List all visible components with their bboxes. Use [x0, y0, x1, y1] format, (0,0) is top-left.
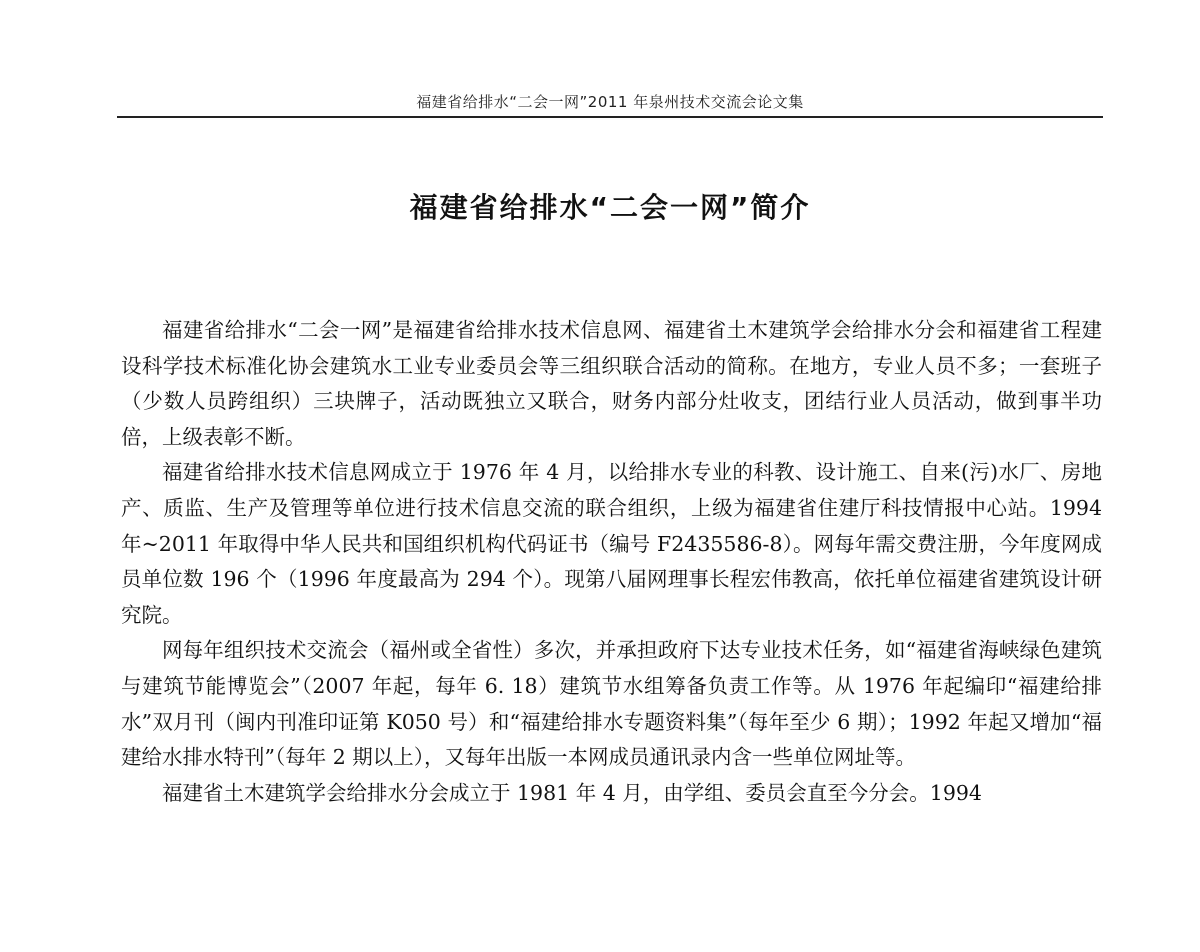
running-header: 福建省给排水“二会一网”2011 年泉州技术交流会论文集 [416, 93, 804, 111]
article-title: 福建省给排水“二会一网”简介 [409, 191, 811, 224]
paragraph-info-network: 福建省给排水技术信息网成立于 1976 年 4 月，以给排水专业的科教、设计施工、自来(污)水厂、房地产、质监、生产及管理等单位进行技术信息交流的联合组织，上级为福建省住建厅科技情报中心站。1994 年~2011 年取得中华人民共和国组织机构代码证书（编号 F2435586-8）。网每年需交费注册，今年度网成员单位数 196 个（1996 年度最高为 294 个）。现第八届网理事长程宏伟教高，依托单位福建省建筑设计研究院。 [121, 460, 1102, 627]
paragraph-branch: 福建省土木建筑学会给排水分会成立于 1981 年 4 月，由学组、委员会直至今分会。1994 [162, 780, 982, 805]
article-body [121, 313, 1102, 811]
header-rule [117, 116, 1103, 118]
paragraph-intro: 福建省给排水“二会一网”是福建省给排水技术信息网、福建省土木建筑学会给排水分会和福建省工程建设科学技术标准化协会建筑水工业专业委员会等三组织联合活动的简称。在地方，专业人员不多；一套班子（少数人员跨组织）三块牌子，活动既独立又联合，财务内部分灶收支，团结行业人员活动，做到事半功倍，上级表彰不断。 [121, 318, 1102, 449]
paragraph-activities: 网每年组织技术交流会（福州或全省性）多次，并承担政府下达专业技术任务，如“福建省海峡绿色建筑与建筑节能博览会”（2007 年起，每年 6. 18）建筑节水组筹备负责工作等。从 1976 年起编印“福建给排水”双月刊（闽内刊准印证第 K050 号）和“福建给排水专题资料集”（每年至少 6 期）；1992 年起又增加“福建给水排水特刊”（每年 2 期以上），又每年出版一本网成员通讯录内含一些单位网址等。 [121, 638, 1102, 770]
